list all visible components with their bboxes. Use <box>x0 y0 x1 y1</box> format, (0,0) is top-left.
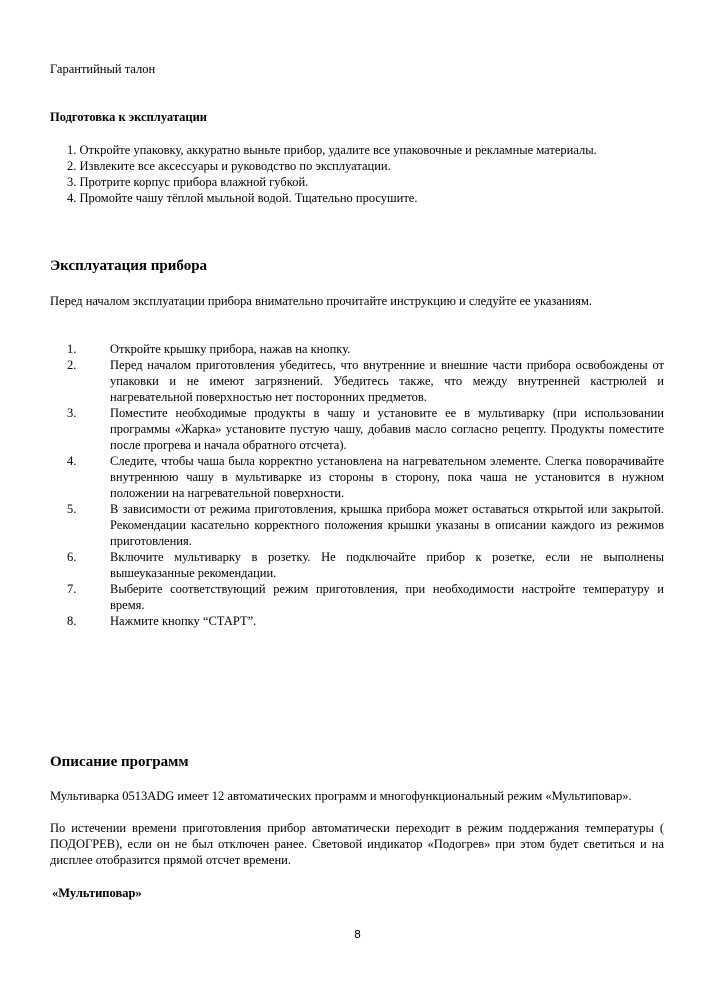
step-number: 3. <box>67 406 77 420</box>
operation-step <box>0 501 707 549</box>
operation-steps-list <box>0 341 707 629</box>
step-number: 1. <box>67 342 77 356</box>
programs-paragraph-2: По истечении времени приготовления прибор автоматически переходит в режим поддержания температуры ( ПОДОГРЕВ), если он не был отключен ранее. Световой индикатор «Подогрев» при этом будет светиться и на дисплее отобразится прямой отсчет времени. <box>50 821 664 867</box>
prep-item-3: 3. Протрите корпус прибора влажной губкой. <box>67 175 309 189</box>
operation-step <box>0 453 707 501</box>
step-number: 5. <box>67 502 77 516</box>
page-number: 8 <box>354 928 361 941</box>
operation-section-title: Эксплуатация прибора <box>50 258 208 274</box>
prep-item-4: 4. Промойте чашу тёплой мыльной водой. Тщательно просушите. <box>67 191 418 205</box>
prep-list <box>67 142 627 206</box>
step-number: 6. <box>67 550 77 564</box>
step-number: 7. <box>67 582 77 596</box>
step-text: Выберите соответствующий режим приготовления, при необходимости настройте температуру и время. <box>110 582 664 612</box>
step-text: Откройте крышку прибора, нажав на кнопку. <box>110 342 351 356</box>
step-text: Перед началом приготовления убедитесь, что внутренние и внешние части прибора освобождены от упаковки и не имеют загрязнений. Убедитесь также, что между внутренней кастрюлей и нагревательной поверхностью нет посторонних предметов. <box>110 358 664 404</box>
step-text: Поместите необходимые продукты в чашу и установите ее в мультиварку (при использовании программы «Жарка» установите пустую чашу, добавив масло согласно рецепту. Продукты поместите после прогрева и начала обратного отсчета). <box>110 406 664 452</box>
step-number: 8. <box>67 614 77 628</box>
operation-intro: Перед началом эксплуатации прибора внимательно прочитайте инструкцию и следуйте ее указаниям. <box>50 294 593 308</box>
prep-section-title: Подготовка к эксплуатации <box>50 110 207 124</box>
step-number: 4. <box>67 454 77 468</box>
step-text: Включите мультиварку в розетку. Не подключайте прибор к розетке, если не выполнены вышеуказанные рекомендации. <box>110 550 664 580</box>
prep-item-2: 2. Извлеките все аксессуары и руководство по эксплуатации. <box>67 159 391 173</box>
operation-step <box>0 405 707 453</box>
step-text: Нажмите кнопку “СТАРТ”. <box>110 614 257 628</box>
multipovar-subtitle: «Мультиповар» <box>52 886 142 900</box>
prep-item-1: 1. Откройте упаковку, аккуратно выньте прибор, удалите все упаковочные и рекламные материалы. <box>67 143 597 157</box>
step-text: Следите, чтобы чаша была корректно установлена на нагревательном элементе. Слегка поворачивайте внутреннюю чашу в мультиварке из стороны в сторону, пока чаша не установится в нужном положении на нагревательной поверхности. <box>110 454 664 500</box>
operation-step <box>0 581 707 613</box>
warranty-label: Гарантийный талон <box>50 62 156 76</box>
operation-step <box>0 613 707 629</box>
step-text: В зависимости от режима приготовления, крышка прибора может оставаться открытой или закрытой. Рекомендации касательно корректного положения крышки указаны в описании каждого из режимов приготовления. <box>110 502 664 548</box>
programs-paragraph-1: Мультиварка 0513ADG имеет 12 автоматических программ и многофункциональный режим «Мультиповар». <box>50 789 632 803</box>
operation-step <box>0 357 707 405</box>
programs-section-title: Описание программ <box>50 754 189 770</box>
step-number: 2. <box>67 358 77 372</box>
operation-step <box>0 549 707 581</box>
operation-step <box>0 341 707 357</box>
